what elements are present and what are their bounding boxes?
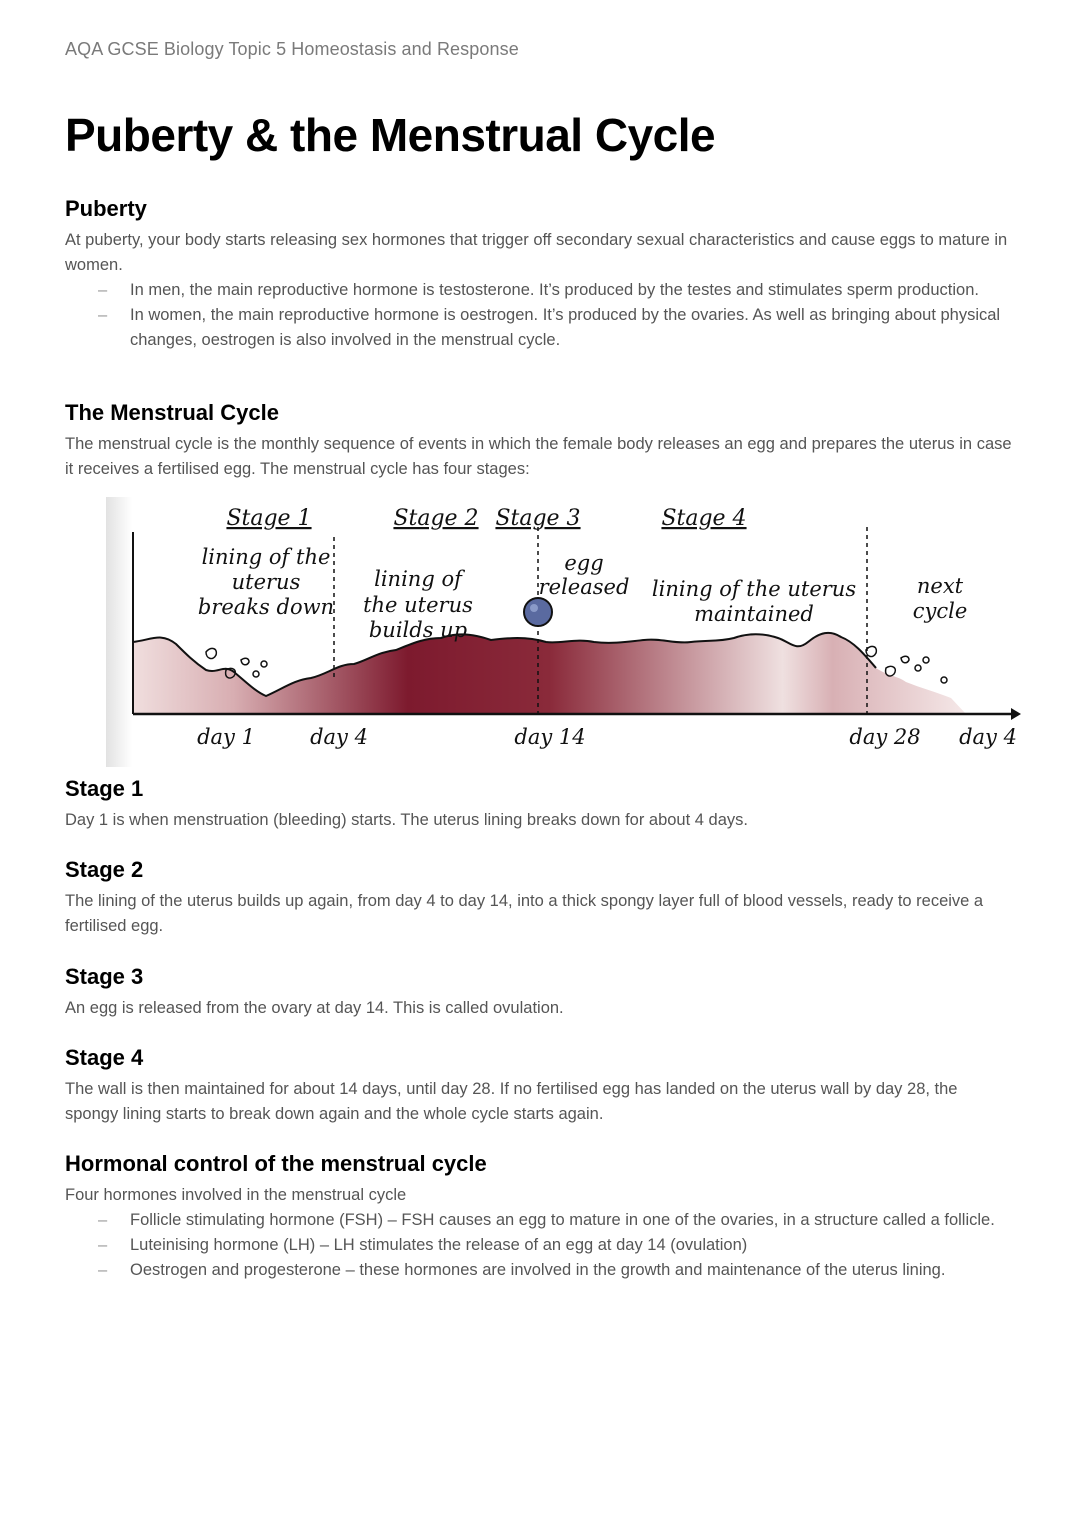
- stage-1-desc-line-1: lining of the: [201, 545, 331, 569]
- hormone-bullet-list: [65, 1208, 1015, 1283]
- stage-2-section: [65, 857, 1015, 939]
- hormonal-control-intro: Four hormones involved in the menstrual cycle: [65, 1186, 407, 1204]
- stage-1-desc-line-3: breaks down: [197, 595, 335, 619]
- menstrual-cycle-intro: The menstrual cycle is the monthly sequence of events in which the female body releases an egg and prepares the uterus in case it receives a fertilised egg. The menstrual cycle has four stages:: [65, 435, 1012, 478]
- stage-1-desc-line-2: uterus: [231, 570, 301, 594]
- puberty-bullet-list: [65, 278, 1015, 353]
- stage-3-desc-line-1: egg: [564, 551, 604, 575]
- document-header: AQA GCSE Biology Topic 5 Homeostasis and Response: [65, 39, 519, 59]
- stage-3-section: [65, 964, 1015, 1021]
- stage-2-title: Stage 2: [393, 506, 479, 531]
- day-14-label: day 14: [514, 725, 586, 749]
- stage-2-text: The lining of the uterus builds up again, from day 4 to day 14, into a thick spongy layer full of blood vessels, ready to receive a fertilised egg.: [65, 892, 984, 935]
- day-1-label: day 1: [197, 725, 255, 749]
- egg-icon: [524, 598, 552, 626]
- stage-1-section: [65, 776, 1015, 833]
- menstrual-cycle-heading: The Menstrual Cycle: [65, 400, 279, 425]
- list-item: – Luteinising hormone (LH) – LH stimulates the release of an egg at day 14 (ovulation): [65, 1233, 1015, 1258]
- dash-bullet-icon: –: [98, 1211, 108, 1229]
- stage-2-desc-line-3: builds up: [368, 618, 468, 642]
- stage-4-title: Stage 4: [661, 506, 747, 531]
- stage-2-desc-line-2: the uterus: [363, 593, 473, 617]
- day-4-next-label: day 4: [959, 725, 1017, 749]
- puberty-intro: At puberty, your body starts releasing sex hormones that trigger off secondary sexual characteristics and cause eggs to mature in women.: [65, 231, 1008, 274]
- stage-3-desc-line-2: released: [538, 575, 630, 599]
- day-4-label: day 4: [310, 725, 368, 749]
- dash-bullet-icon: –: [98, 1261, 108, 1279]
- list-item: – Oestrogen and progesterone – these hormones are involved in the growth and maintenance of the uterus lining.: [65, 1258, 1015, 1283]
- list-item: – In men, the main reproductive hormone is testosterone. It’s produced by the testes and stimulates sperm production.: [65, 278, 1015, 303]
- stage-3-heading: Stage 3: [65, 964, 144, 989]
- stage-4-desc-line-1: lining of the uterus: [651, 577, 857, 601]
- stage-2-desc-line-1: lining of: [374, 567, 462, 591]
- stage-4-text: The wall is then maintained for about 14 days, until day 28. If no fertilised egg has landed on the uterus wall by day 28, the spongy lining starts to break down again and the whole cycle starts again.: [65, 1080, 958, 1123]
- stage-1-text: Day 1 is when menstruation (bleeding) starts. The uterus lining breaks down for about 4 days.: [65, 811, 748, 829]
- hormonal-control-heading: Hormonal control of the menstrual cycle: [65, 1151, 487, 1176]
- list-item: – Follicle stimulating hormone (FSH) – FSH causes an egg to mature in one of the ovaries, in a structure called a follicle.: [65, 1208, 1015, 1233]
- stage-4-heading: Stage 4: [65, 1045, 144, 1070]
- cycle-diagram-svg: [106, 492, 1017, 767]
- day-28-label: day 28: [849, 725, 921, 749]
- stage-1-title: Stage 1: [226, 506, 312, 531]
- egg-highlight: [530, 604, 538, 612]
- dash-bullet-icon: –: [98, 306, 108, 324]
- next-cycle-line-1: next: [916, 574, 964, 598]
- list-item: – In women, the main reproductive hormone is oestrogen. It’s produced by the ovaries. As well as bringing about physical changes, oestrogen is also involved in the menstrual cycle.: [65, 303, 1015, 353]
- stage-4-desc-line-2: maintained: [694, 602, 814, 626]
- stage-2-heading: Stage 2: [65, 857, 144, 882]
- stage-3-title: Stage 3: [495, 506, 581, 531]
- page-title: Puberty & the Menstrual Cycle: [65, 109, 716, 161]
- dash-bullet-icon: –: [98, 281, 108, 299]
- menstrual-cycle-section: [65, 400, 1015, 482]
- hormonal-control-section: [65, 1151, 1015, 1283]
- axis-arrow-icon: [1011, 708, 1021, 720]
- puberty-section: [65, 196, 1015, 353]
- stage-4-section: [65, 1045, 1015, 1127]
- puberty-heading: Puberty: [65, 196, 147, 221]
- stage-3-text: An egg is released from the ovary at day 14. This is called ovulation.: [65, 999, 564, 1017]
- menstrual-cycle-diagram: [106, 492, 1017, 767]
- stage-1-heading: Stage 1: [65, 776, 144, 801]
- dash-bullet-icon: –: [98, 1236, 108, 1254]
- next-cycle-line-2: cycle: [912, 599, 968, 623]
